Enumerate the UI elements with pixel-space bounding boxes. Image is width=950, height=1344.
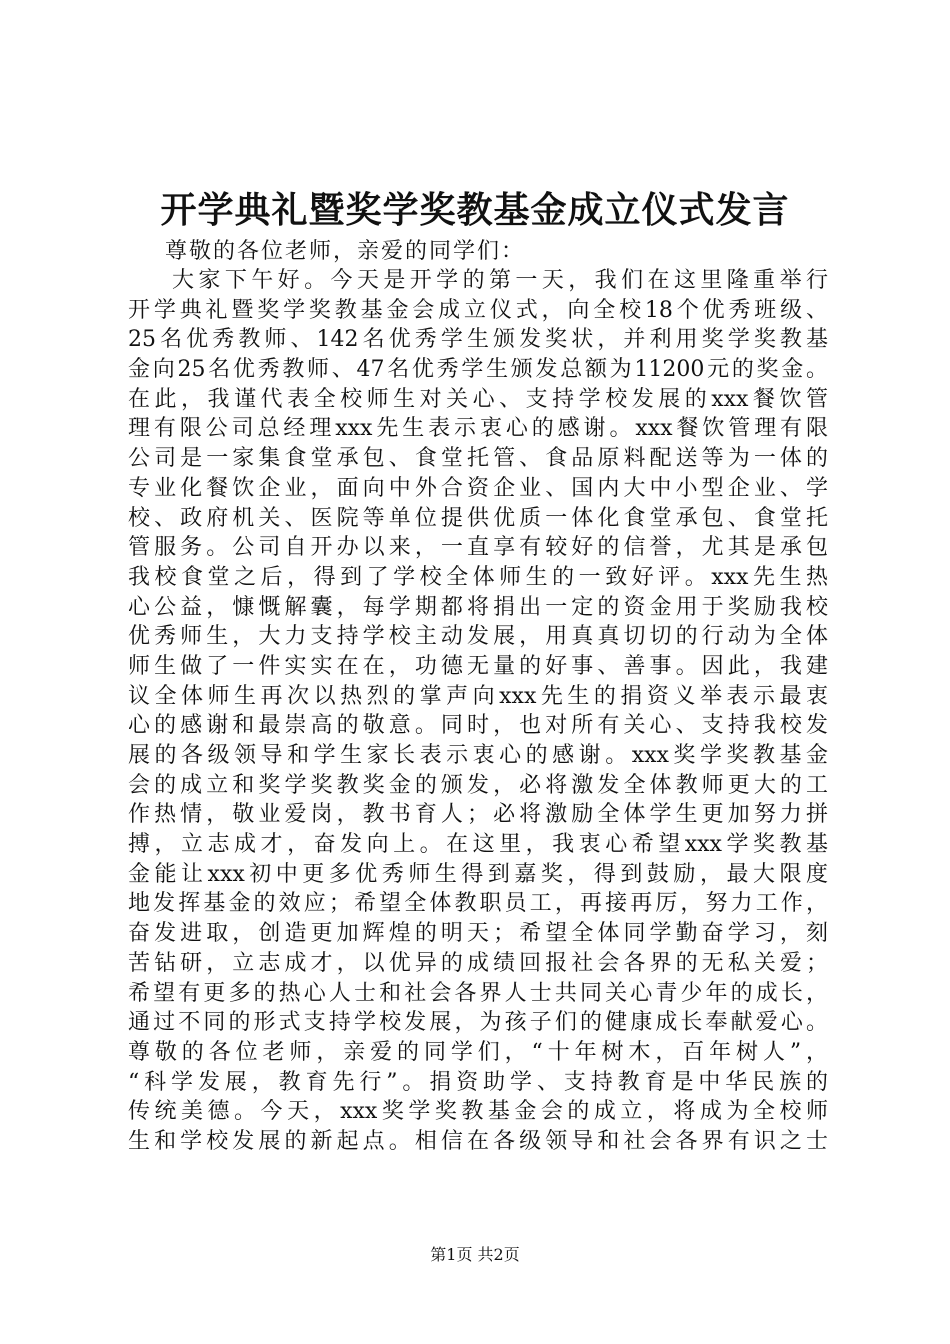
body-line: 地发挥基金的效应；希望全体教职员工，再接再厉，努力工作， bbox=[128, 891, 828, 917]
body-line: 奋发进取，创造更加辉煌的明天；希望全体同学勤奋学习，刻 bbox=[128, 921, 828, 947]
document-title: 开学典礼暨奖学奖教基金成立仪式发言 bbox=[160, 189, 790, 231]
body-line: 心的感谢和最崇高的敬意。同时，也对所有关心、支持我校发 bbox=[128, 713, 828, 739]
body-line: 会的成立和奖学奖教奖金的颁发，必将激发全体教师更大的工 bbox=[128, 772, 828, 798]
body-line: 通过不同的形式支持学校发展，为孩子们的健康成长奉献爱心。 bbox=[128, 1010, 828, 1036]
body-line: 展的各级领导和学生家长表示衷心的感谢。xxx奖学奖教基金 bbox=[128, 743, 828, 768]
body-line: 师生做了一件实实在在，功德无量的好事、善事。因此，我建 bbox=[128, 653, 828, 679]
body-line: 搏，立志成才，奋发向上。在这里，我衷心希望xxx学奖教基 bbox=[128, 832, 828, 858]
body-line: 金向25名优秀教师、47名优秀学生颁发总额为11200元的奖金。 bbox=[128, 357, 828, 383]
body-line: 希望有更多的热心人士和社会各界人士共同关心青少年的成长， bbox=[128, 980, 828, 1006]
body-line: 25名优秀教师、142名优秀学生颁发奖状，并利用奖学奖教基 bbox=[128, 327, 828, 353]
salutation: 尊敬的各位老师，亲爱的同学们： bbox=[165, 239, 526, 264]
body-paragraph bbox=[128, 266, 828, 1157]
body-line: 公司是一家集食堂承包、食堂托管、食品原料配送等为一体的 bbox=[128, 446, 828, 472]
body-line: 心公益，慷慨解囊，每学期都将捐出一定的资金用于奖励我校 bbox=[128, 594, 828, 620]
body-line: 在此，我谨代表全校师生对关心、支持学校发展的xxx餐饮管 bbox=[128, 386, 828, 412]
page-footer: 第1页 共2页 bbox=[430, 1245, 520, 1264]
body-line: 我校食堂之后，得到了学校全体师生的一致好评。xxx先生热 bbox=[128, 564, 828, 590]
body-line: 苦钻研，立志成才，以优异的成绩回报社会各界的无私关爱； bbox=[128, 950, 828, 976]
body-line: 优秀师生，大力支持学校主动发展，用真真切切的行动为全体 bbox=[128, 624, 828, 650]
body-line: 管服务。公司自开办以来，一直享有较好的信誉，尤其是承包 bbox=[128, 535, 828, 561]
body-line: 大家下午好。今天是开学的第一天，我们在这里隆重举行 bbox=[172, 268, 828, 293]
body-line: 传统美德。今天，xxx奖学奖教基金会的成立，将成为全校师 bbox=[128, 1099, 828, 1125]
body-line: “科学发展，教育先行”。捐资助学、支持教育是中华民族的 bbox=[128, 1069, 828, 1095]
body-line: 作热情，敬业爱岗，教书育人；必将激励全体学生更加努力拼 bbox=[128, 802, 828, 828]
body-line: 金能让xxx初中更多优秀师生得到嘉奖，得到鼓励，最大限度 bbox=[128, 861, 828, 887]
body-line: 理有限公司总经理xxx先生表示衷心的感谢。xxx餐饮管理有限 bbox=[128, 416, 828, 442]
body-line: 尊敬的各位老师，亲爱的同学们，“十年树木，百年树人”， bbox=[128, 1039, 828, 1065]
body-line: 校、政府机关、医院等单位提供优质一体化食堂承包、食堂托 bbox=[128, 505, 828, 531]
body-line: 生和学校发展的新起点。相信在各级领导和社会各界有识之士 bbox=[128, 1128, 828, 1154]
body-line: 专业化餐饮企业，面向中外合资企业、国内大中小型企业、学 bbox=[128, 475, 828, 501]
body-line: 开学典礼暨奖学奖教基金会成立仪式，向全校18个优秀班级、 bbox=[128, 297, 828, 323]
body-line: 议全体师生再次以热烈的掌声向xxx先生的捐资义举表示最衷 bbox=[128, 683, 828, 709]
